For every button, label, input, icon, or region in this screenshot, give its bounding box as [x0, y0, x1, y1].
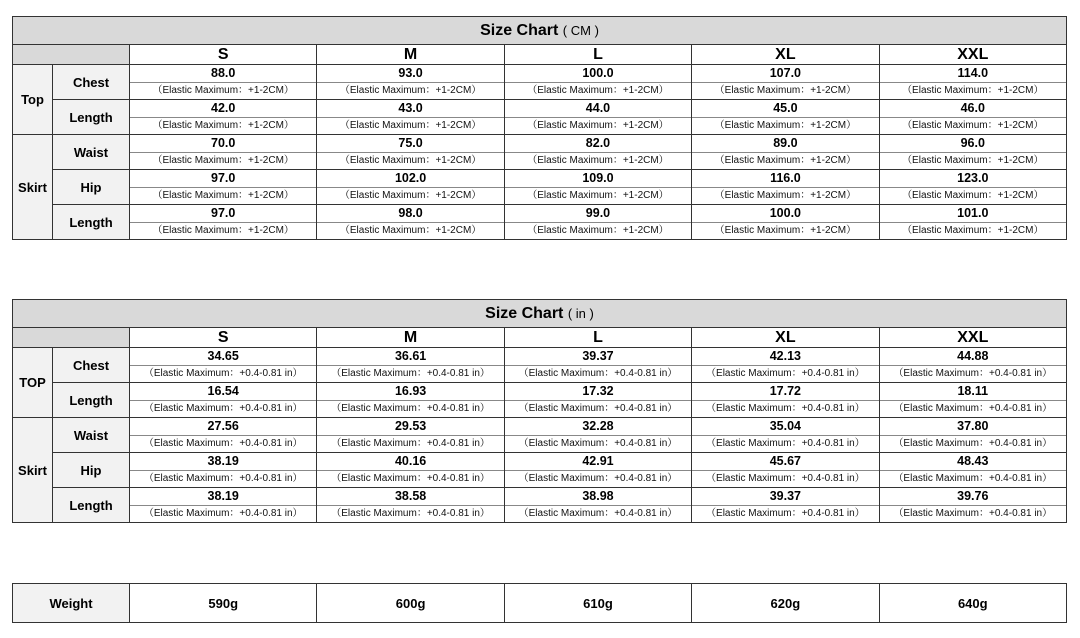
- elastic-note: （Elastic Maximum：+1-2CM）: [714, 85, 857, 96]
- measurement-label: Length: [53, 205, 130, 240]
- elastic-note: （Elastic Maximum：+0.4-0.81 in）: [143, 368, 303, 379]
- elastic-note: （Elastic Maximum：+0.4-0.81 in）: [706, 473, 865, 484]
- size-header: XXL: [879, 45, 1066, 65]
- elastic-note: （Elastic Maximum：+1-2CM）: [527, 85, 669, 96]
- measurement-value: 114.0: [880, 65, 1066, 83]
- elastic-note: （Elastic Maximum：+0.4-0.81 in）: [331, 403, 490, 414]
- measurement-cell: [130, 418, 317, 453]
- measurement-cell: [879, 348, 1066, 383]
- elastic-note: （Elastic Maximum：+0.4-0.81 in）: [331, 368, 490, 379]
- weight-value: 640g: [879, 584, 1066, 623]
- elastic-note: （Elastic Maximum：+1-2CM）: [902, 85, 1044, 96]
- title-unit: ( CM ): [562, 22, 599, 38]
- elastic-note: （Elastic Maximum：+0.4-0.81 in）: [518, 473, 678, 484]
- elastic-note: （Elastic Maximum：+0.4-0.81 in）: [706, 508, 865, 519]
- title-text: Size Chart: [485, 304, 564, 322]
- measurement-cell: [692, 205, 879, 240]
- measurement-value: 100.0: [505, 65, 691, 83]
- measurement-value: 97.0: [130, 205, 316, 223]
- weight-label: Weight: [13, 584, 130, 623]
- measurement-value: 42.91: [505, 453, 691, 471]
- measurement-value: 45.67: [692, 453, 878, 471]
- measurement-value: 48.43: [880, 453, 1066, 471]
- weight-table: [12, 583, 1067, 623]
- measurement-cell: [879, 453, 1066, 488]
- elastic-note: （Elastic Maximum：+0.4-0.81 in）: [706, 438, 865, 449]
- measurement-row: [13, 205, 1067, 240]
- measurement-value: 98.0: [317, 205, 503, 223]
- measurement-cell: [879, 488, 1066, 523]
- size-header: M: [317, 328, 504, 348]
- measurement-cell: [504, 418, 691, 453]
- elastic-note: （Elastic Maximum：+0.4-0.81 in）: [331, 473, 490, 484]
- elastic-note: （Elastic Maximum：+0.4-0.81 in）: [706, 403, 865, 414]
- measurement-value: 96.0: [880, 135, 1066, 153]
- measurement-value: 42.0: [130, 100, 316, 118]
- elastic-note: （Elastic Maximum：+0.4-0.81 in）: [893, 438, 1053, 449]
- measurement-cell: [692, 100, 879, 135]
- measurement-cell: [317, 135, 504, 170]
- measurement-value: 93.0: [317, 65, 503, 83]
- measurement-value: 88.0: [130, 65, 316, 83]
- elastic-note: （Elastic Maximum：+0.4-0.81 in）: [331, 508, 490, 519]
- measurement-cell: [504, 488, 691, 523]
- elastic-note: （Elastic Maximum：+1-2CM）: [339, 120, 482, 131]
- size-header-row: [13, 328, 1067, 348]
- measurement-value: 109.0: [505, 170, 691, 188]
- size-header: L: [504, 45, 691, 65]
- measurement-value: 18.11: [880, 383, 1066, 401]
- measurement-label: Chest: [53, 348, 130, 383]
- measurement-cell: [317, 453, 504, 488]
- measurement-cell: [879, 418, 1066, 453]
- measurement-cell: [130, 488, 317, 523]
- measurement-cell: [692, 453, 879, 488]
- measurement-value: 16.93: [317, 383, 503, 401]
- measurement-cell: [317, 348, 504, 383]
- measurement-value: 32.28: [505, 418, 691, 436]
- measurement-cell: [317, 100, 504, 135]
- elastic-note: （Elastic Maximum：+0.4-0.81 in）: [331, 438, 490, 449]
- elastic-note: （Elastic Maximum：+1-2CM）: [527, 190, 669, 201]
- measurement-cell: [317, 205, 504, 240]
- size-header: S: [130, 45, 317, 65]
- measurement-cell: [692, 348, 879, 383]
- measurement-cell: [879, 135, 1066, 170]
- measurement-value: 44.0: [505, 100, 691, 118]
- size-header: L: [504, 328, 691, 348]
- elastic-note: （Elastic Maximum：+1-2CM）: [902, 120, 1044, 131]
- elastic-note: （Elastic Maximum：+0.4-0.81 in）: [893, 508, 1053, 519]
- elastic-note: （Elastic Maximum：+1-2CM）: [339, 155, 482, 166]
- measurement-value: 39.37: [505, 348, 691, 366]
- measurement-cell: [130, 100, 317, 135]
- measurement-cell: [317, 418, 504, 453]
- measurement-cell: [692, 65, 879, 100]
- measurement-value: 16.54: [130, 383, 316, 401]
- size-header: S: [130, 328, 317, 348]
- measurement-row: [13, 100, 1067, 135]
- elastic-note: （Elastic Maximum：+1-2CM）: [714, 225, 857, 236]
- measurement-label: Length: [53, 100, 130, 135]
- measurement-cell: [504, 453, 691, 488]
- elastic-note: （Elastic Maximum：+0.4-0.81 in）: [893, 473, 1053, 484]
- measurement-cell: [504, 135, 691, 170]
- elastic-note: （Elastic Maximum：+1-2CM）: [527, 155, 669, 166]
- measurement-value: 97.0: [130, 170, 316, 188]
- measurement-value: 29.53: [317, 418, 503, 436]
- measurement-value: 75.0: [317, 135, 503, 153]
- size-header: XXL: [879, 328, 1066, 348]
- measurement-cell: [130, 383, 317, 418]
- elastic-note: （Elastic Maximum：+1-2CM）: [902, 190, 1044, 201]
- measurement-value: 34.65: [130, 348, 316, 366]
- measurement-value: 39.37: [692, 488, 878, 506]
- measurement-cell: [130, 348, 317, 383]
- size-header: M: [317, 45, 504, 65]
- size-header-row: [13, 45, 1067, 65]
- measurement-cell: [504, 383, 691, 418]
- elastic-note: （Elastic Maximum：+0.4-0.81 in）: [143, 438, 303, 449]
- title-row: [13, 17, 1067, 45]
- size-chart-inch-table: [12, 299, 1067, 523]
- elastic-note: （Elastic Maximum：+0.4-0.81 in）: [518, 403, 678, 414]
- measurement-value: 107.0: [692, 65, 878, 83]
- measurement-row: [13, 488, 1067, 523]
- measurement-value: 42.13: [692, 348, 878, 366]
- measurement-value: 44.88: [880, 348, 1066, 366]
- measurement-row: [13, 383, 1067, 418]
- measurement-value: 99.0: [505, 205, 691, 223]
- elastic-note: （Elastic Maximum：+0.4-0.81 in）: [893, 368, 1053, 379]
- measurement-value: 17.72: [692, 383, 878, 401]
- measurement-cell: [504, 100, 691, 135]
- elastic-note: （Elastic Maximum：+0.4-0.81 in）: [518, 508, 678, 519]
- elastic-note: （Elastic Maximum：+1-2CM）: [152, 120, 294, 131]
- measurement-value: 123.0: [880, 170, 1066, 188]
- measurement-value: 116.0: [692, 170, 878, 188]
- measurement-value: 17.32: [505, 383, 691, 401]
- group-label: Skirt: [13, 135, 53, 240]
- group-label: TOP: [13, 348, 53, 418]
- measurement-value: 38.19: [130, 488, 316, 506]
- title-row: [13, 300, 1067, 328]
- measurement-value: 89.0: [692, 135, 878, 153]
- measurement-cell: [692, 135, 879, 170]
- measurement-value: 37.80: [880, 418, 1066, 436]
- measurement-cell: [504, 170, 691, 205]
- title-unit: ( in ): [567, 305, 594, 321]
- measurement-cell: [879, 100, 1066, 135]
- table-title: [13, 300, 1067, 328]
- measurement-value: 101.0: [880, 205, 1066, 223]
- measurement-label: Waist: [53, 135, 130, 170]
- measurement-cell: [504, 205, 691, 240]
- measurement-cell: [692, 383, 879, 418]
- elastic-note: （Elastic Maximum：+1-2CM）: [714, 155, 857, 166]
- measurement-value: 46.0: [880, 100, 1066, 118]
- measurement-value: 27.56: [130, 418, 316, 436]
- elastic-note: （Elastic Maximum：+1-2CM）: [339, 85, 482, 96]
- size-header: XL: [692, 328, 879, 348]
- elastic-note: （Elastic Maximum：+1-2CM）: [152, 85, 294, 96]
- measurement-value: 36.61: [317, 348, 503, 366]
- measurement-cell: [317, 488, 504, 523]
- elastic-note: （Elastic Maximum：+0.4-0.81 in）: [518, 438, 678, 449]
- group-label: Top: [13, 65, 53, 135]
- size-chart-cm-table: [12, 16, 1067, 240]
- measurement-value: 43.0: [317, 100, 503, 118]
- measurement-cell: [130, 65, 317, 100]
- measurement-cell: [504, 348, 691, 383]
- elastic-note: （Elastic Maximum：+1-2CM）: [339, 225, 482, 236]
- measurement-value: 40.16: [317, 453, 503, 471]
- measurement-label: Hip: [53, 170, 130, 205]
- measurement-row: [13, 453, 1067, 488]
- measurement-row: [13, 135, 1067, 170]
- elastic-note: （Elastic Maximum：+1-2CM）: [902, 225, 1044, 236]
- measurement-cell: [692, 170, 879, 205]
- measurement-value: 38.19: [130, 453, 316, 471]
- elastic-note: （Elastic Maximum：+0.4-0.81 in）: [143, 508, 303, 519]
- measurement-value: 102.0: [317, 170, 503, 188]
- measurement-cell: [692, 488, 879, 523]
- measurement-value: 35.04: [692, 418, 878, 436]
- weight-value: 610g: [504, 584, 691, 623]
- elastic-note: （Elastic Maximum：+1-2CM）: [152, 225, 294, 236]
- measurement-cell: [504, 65, 691, 100]
- measurement-row: [13, 348, 1067, 383]
- measurement-value: 38.58: [317, 488, 503, 506]
- title-text: Size Chart: [480, 21, 559, 39]
- weight-value: 600g: [317, 584, 504, 623]
- measurement-cell: [130, 170, 317, 205]
- measurement-value: 70.0: [130, 135, 316, 153]
- measurement-cell: [317, 170, 504, 205]
- measurement-row: [13, 170, 1067, 205]
- measurement-label: Length: [53, 488, 130, 523]
- measurement-cell: [130, 205, 317, 240]
- elastic-note: （Elastic Maximum：+1-2CM）: [527, 120, 669, 131]
- elastic-note: （Elastic Maximum：+1-2CM）: [714, 120, 857, 131]
- header-corner: [13, 45, 130, 65]
- measurement-cell: [317, 65, 504, 100]
- measurement-label: Length: [53, 383, 130, 418]
- measurement-cell: [879, 383, 1066, 418]
- elastic-note: （Elastic Maximum：+0.4-0.81 in）: [706, 368, 865, 379]
- elastic-note: （Elastic Maximum：+1-2CM）: [902, 155, 1044, 166]
- header-corner: [13, 328, 130, 348]
- elastic-note: （Elastic Maximum：+1-2CM）: [152, 155, 294, 166]
- measurement-cell: [879, 65, 1066, 100]
- elastic-note: （Elastic Maximum：+0.4-0.81 in）: [518, 368, 678, 379]
- measurement-cell: [130, 135, 317, 170]
- size-header: XL: [692, 45, 879, 65]
- group-label: Skirt: [13, 418, 53, 523]
- elastic-note: （Elastic Maximum：+1-2CM）: [152, 190, 294, 201]
- measurement-row: [13, 418, 1067, 453]
- elastic-note: （Elastic Maximum：+0.4-0.81 in）: [143, 473, 303, 484]
- measurement-cell: [130, 453, 317, 488]
- elastic-note: （Elastic Maximum：+1-2CM）: [714, 190, 857, 201]
- weight-value: 590g: [130, 584, 317, 623]
- weight-value: 620g: [692, 584, 879, 623]
- measurement-cell: [317, 383, 504, 418]
- measurement-cell: [879, 170, 1066, 205]
- elastic-note: （Elastic Maximum：+0.4-0.81 in）: [143, 403, 303, 414]
- measurement-label: Chest: [53, 65, 130, 100]
- elastic-note: （Elastic Maximum：+1-2CM）: [527, 225, 669, 236]
- elastic-note: （Elastic Maximum：+1-2CM）: [339, 190, 482, 201]
- measurement-label: Hip: [53, 453, 130, 488]
- weight-row: [13, 584, 1067, 623]
- measurement-value: 39.76: [880, 488, 1066, 506]
- measurement-label: Waist: [53, 418, 130, 453]
- measurement-value: 45.0: [692, 100, 878, 118]
- elastic-note: （Elastic Maximum：+0.4-0.81 in）: [893, 403, 1053, 414]
- measurement-value: 100.0: [692, 205, 878, 223]
- table-title: [13, 17, 1067, 45]
- measurement-value: 38.98: [505, 488, 691, 506]
- measurement-row: [13, 65, 1067, 100]
- measurement-value: 82.0: [505, 135, 691, 153]
- measurement-cell: [879, 205, 1066, 240]
- measurement-cell: [692, 418, 879, 453]
